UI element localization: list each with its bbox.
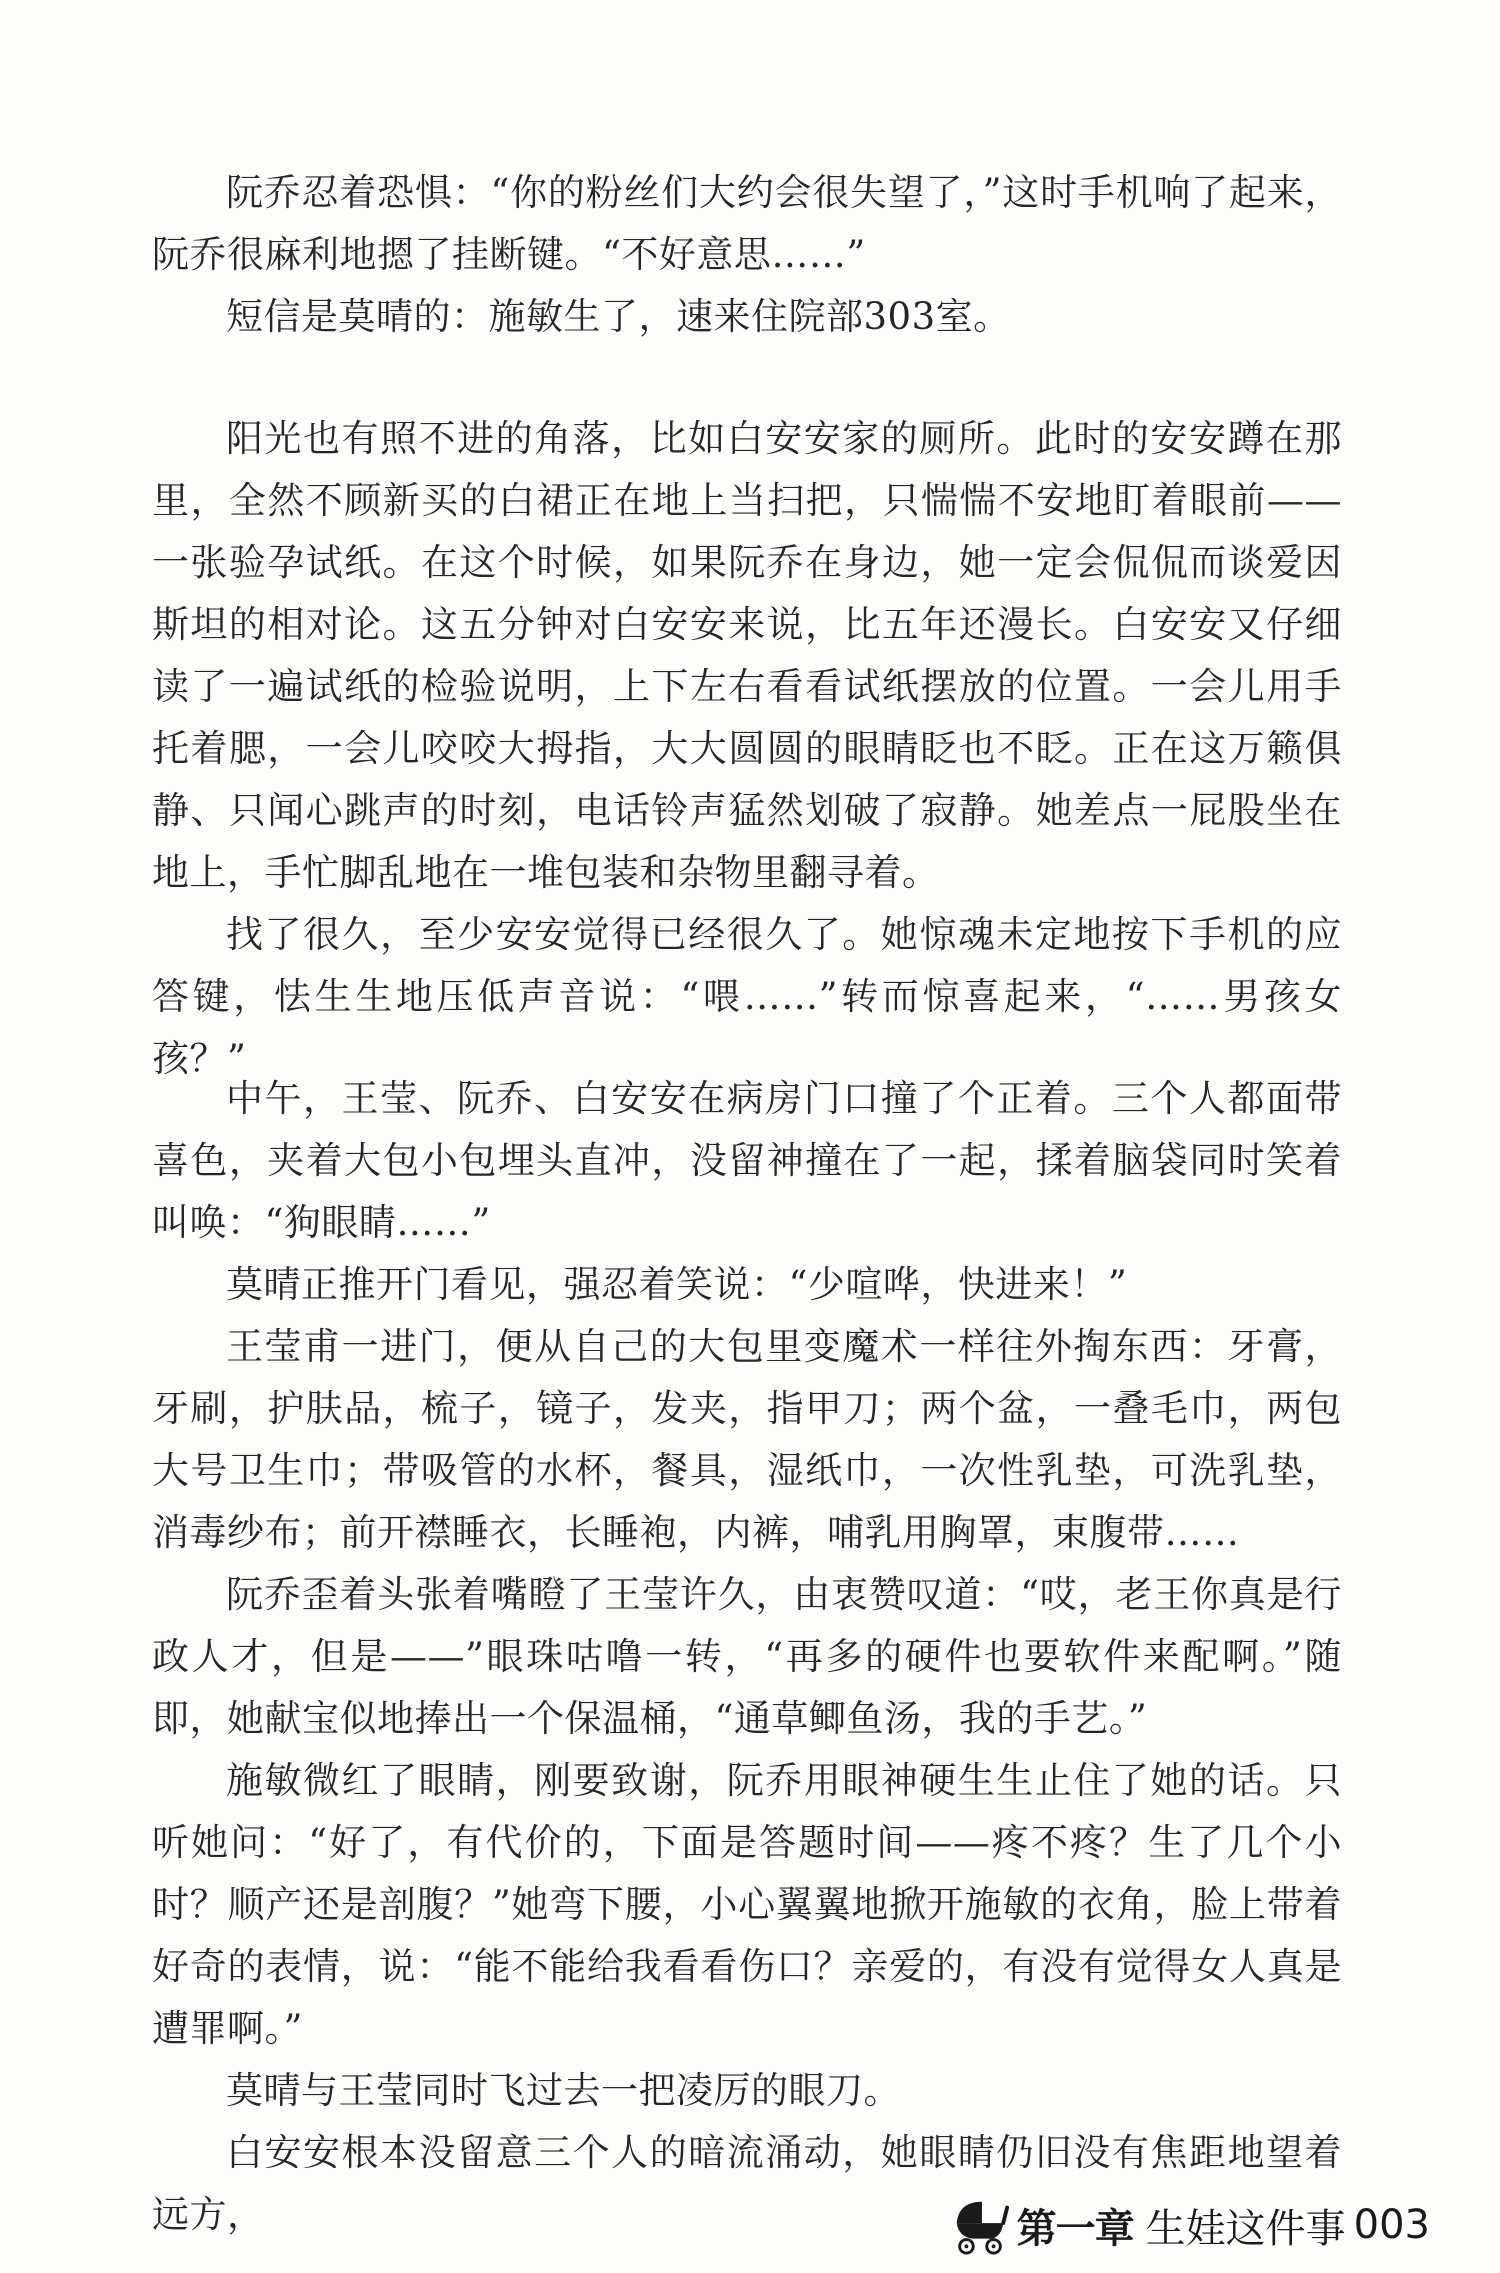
paragraph: 白安安根本没留意三个人的暗流涌动，她眼睛仍旧没有焦距地望着远方， <box>152 2131 1342 2236</box>
paragraph: 阮乔忍着恐惧：“你的粉丝们大约会很失望了，”这时手机响了起来，阮乔很麻利地摁了挂断键。“不好意思……” <box>152 171 1342 276</box>
paragraph: 阳光也有照不进的角落，比如白安安家的厕所。此时的安安蹲在那里，全然不顾新买的白裙正在地上当扫把，只惴惴不安地盯着眼前——一张验孕试纸。在这个时候，如果阮乔在身边，她一定会侃侃而谈爱因斯坦的相对论。这五分钟对白安安来说，比五年还漫长。白安安又仔细读了一遍试纸的检验说明，上下左右看看试纸摆放的位置。一会儿用手托着腮，一会儿咬咬大拇指，大大圆圆的眼睛眨也不眨。正在这万籁俱静、只闻心跳声的时刻，电话铃声猛然划破了寂静。她差点一屁股坐在地上，手忙脚乱地在一堆包装和杂物里翻寻着。 <box>152 417 1342 894</box>
baby-stroller-icon <box>949 2194 1011 2256</box>
text-section-2 <box>152 408 1342 1090</box>
paragraph: 王莹甫一进门，便从自己的大包里变魔术一样往外掏东西：牙膏，牙刷，护肤品，梳子，镜子，发夹，指甲刀；两个盆，一叠毛巾，两包大号卫生巾；带吸管的水杯，餐具，湿纸巾，一次性乳垫，可洗乳垫，消毒纱布；前开襟睡衣，长睡袍，内裤，哺乳用胸罩，束腹带…… <box>152 1325 1342 1554</box>
chapter-label: 第一章 <box>1016 2205 1134 2252</box>
paragraph: 短信是莫晴的：施敏生了，速来住院部303室。 <box>226 295 1011 338</box>
paragraph: 施敏微红了眼睛，刚要致谢，阮乔用眼神硬生生止住了她的话。只听她问：“好了，有代价的，下面是答题时间——疼不疼？生了几个小时？顺产还是剖腹？”她弯下腰，小心翼翼地掀开施敏的衣角，脸上带着好奇的表情，说：“能不能给我看看伤口？亲爱的，有没有觉得女人真是遭罪啊。” <box>152 1759 1342 2050</box>
text-section-1 <box>152 162 1342 348</box>
paragraph: 找了很久，至少安安觉得已经很久了。她惊魂未定地按下手机的应答键，怯生生地压低声音说：“喂……”转而惊喜起来，“……男孩女孩？” <box>152 913 1342 1080</box>
text-section-3 <box>152 1068 1342 2246</box>
paragraph: 中午，王莹、阮乔、白安安在病房门口撞了个正着。三个人都面带喜色，夹着大包小包埋头直冲，没留神撞在了一起，揉着脑袋同时笑着叫唤：“狗眼睛……” <box>152 1077 1342 1244</box>
page-footer <box>949 2195 1430 2255</box>
paragraph: 莫晴与王莹同时飞过去一把凌厉的眼刀。 <box>226 2069 901 2112</box>
paragraph: 莫晴正推开门看见，强忍着笑说：“少喧哗，快进来！” <box>226 1263 1128 1306</box>
page-number: 003 <box>1353 2202 1430 2248</box>
chapter-title: 生娃这件事 <box>1145 2205 1346 2252</box>
paragraph: 阮乔歪着头张着嘴瞪了王莹许久，由衷赞叹道：“哎，老王你真是行政人才，但是——”眼珠咕噜一转，“再多的硬件也要软件来配啊。”随即，她献宝似地捧出一个保温桶，“通草鲫鱼汤，我的手艺。” <box>152 1573 1342 1740</box>
